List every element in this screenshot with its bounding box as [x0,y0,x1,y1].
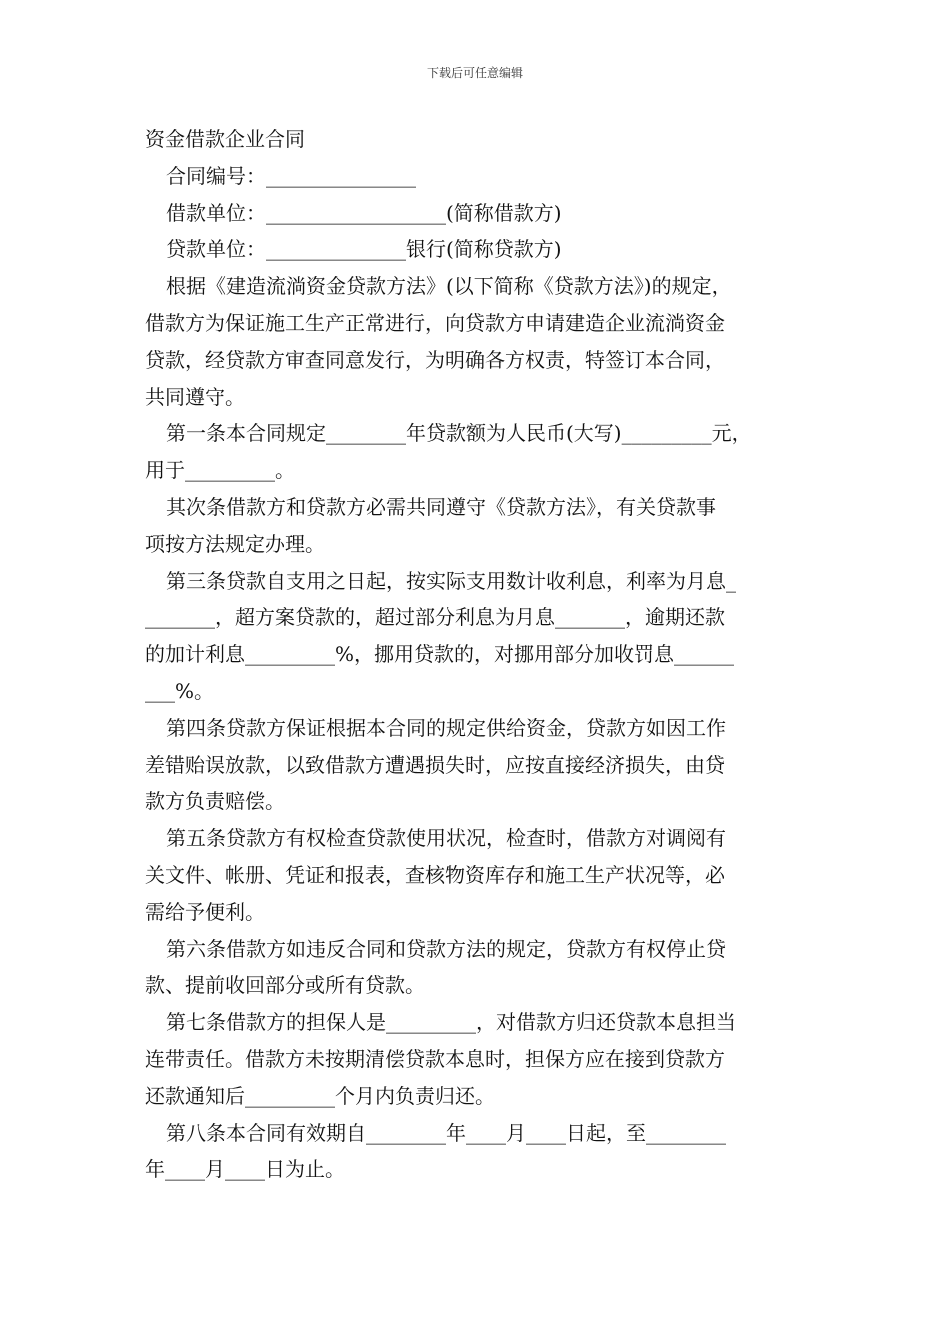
article-7-line: 连带责任。借款方未按期清偿贷款本息时，担保方应在接到贷款方 [145,1046,725,1071]
article-8-line: 第八条本合同有效期自________年____月____日起，至________ [166,1120,726,1145]
article-7-line: 第七条借款方的担保人是_________，对借款方归还贷款本息担当 [166,1010,736,1035]
preamble-line: 借款方为保证施工生产正常进行，向贷款方申请建造企业流淌资金 [145,310,725,335]
article-3-line: 第三条贷款自支用之日起，按实际支用数计收利息，利率为月息_ [166,568,736,593]
borrower-line: 借款单位：__________________(简称借款方) [166,200,562,225]
document-title: 资金借款企业合同 [145,127,305,151]
page-header: 下载后可任意编辑 [426,66,523,80]
preamble-line: 贷款，经贷款方审查同意发行，为明确各方权责，特签订本合同， [145,347,725,372]
article-1-line: 第一条本合同规定________年贷款额为人民币(大写)_________元， [166,421,752,446]
article-1-line: 用于_________。 [145,458,295,483]
article-4-line: 第四条贷款方保证根据本合同的规定供给资金，贷款方如因工作 [166,715,726,740]
article-6-line: 款、提前收回部分或所有贷款。 [145,973,425,998]
document-body [145,121,825,1188]
article-4-line: 差错贻误放款，以致借款方遭遇损失时，应按直接经济损失，由贷 [145,752,725,777]
contract-number-line: 合同编号：_______________ [166,163,416,188]
article-7-line: 还款通知后_________个月内负责归还。 [145,1083,495,1108]
article-3-line: ___%。 [145,678,215,703]
article-3-line: _______，超方案贷款的，超过部分利息为月息_______，逾期还款 [145,605,725,630]
lender-line: 贷款单位：______________银行(简称贷款方) [166,237,562,262]
article-5-line: 需给予便利。 [145,899,265,924]
article-5-line: 关文件、帐册、凭证和报表，查核物资库存和施工生产状况等，必 [145,862,725,887]
article-8-line: 年____月____日为止。 [145,1157,345,1182]
article-6-line: 第六条借款方如违反合同和贷款方法的规定，贷款方有权停止贷 [166,936,726,961]
article-4-line: 款方负责赔偿。 [145,789,285,814]
article-2-line: 项按方法规定办理。 [145,531,325,556]
article-2-line: 其次条借款方和贷款方必需共同遵守《贷款方法》，有关贷款事 [166,494,716,519]
article-5-line: 第五条贷款方有权检查贷款使用状况，检查时，借款方对调阅有 [166,826,726,851]
preamble-line: 共同遵守。 [145,384,245,409]
article-3-line: 的加计利息_________%，挪用贷款的，对挪用部分加收罚息______ [145,642,735,667]
preamble-line: 根据《建造流淌资金贷款方法》(以下简称《贷款方法》)的规定， [166,274,732,299]
